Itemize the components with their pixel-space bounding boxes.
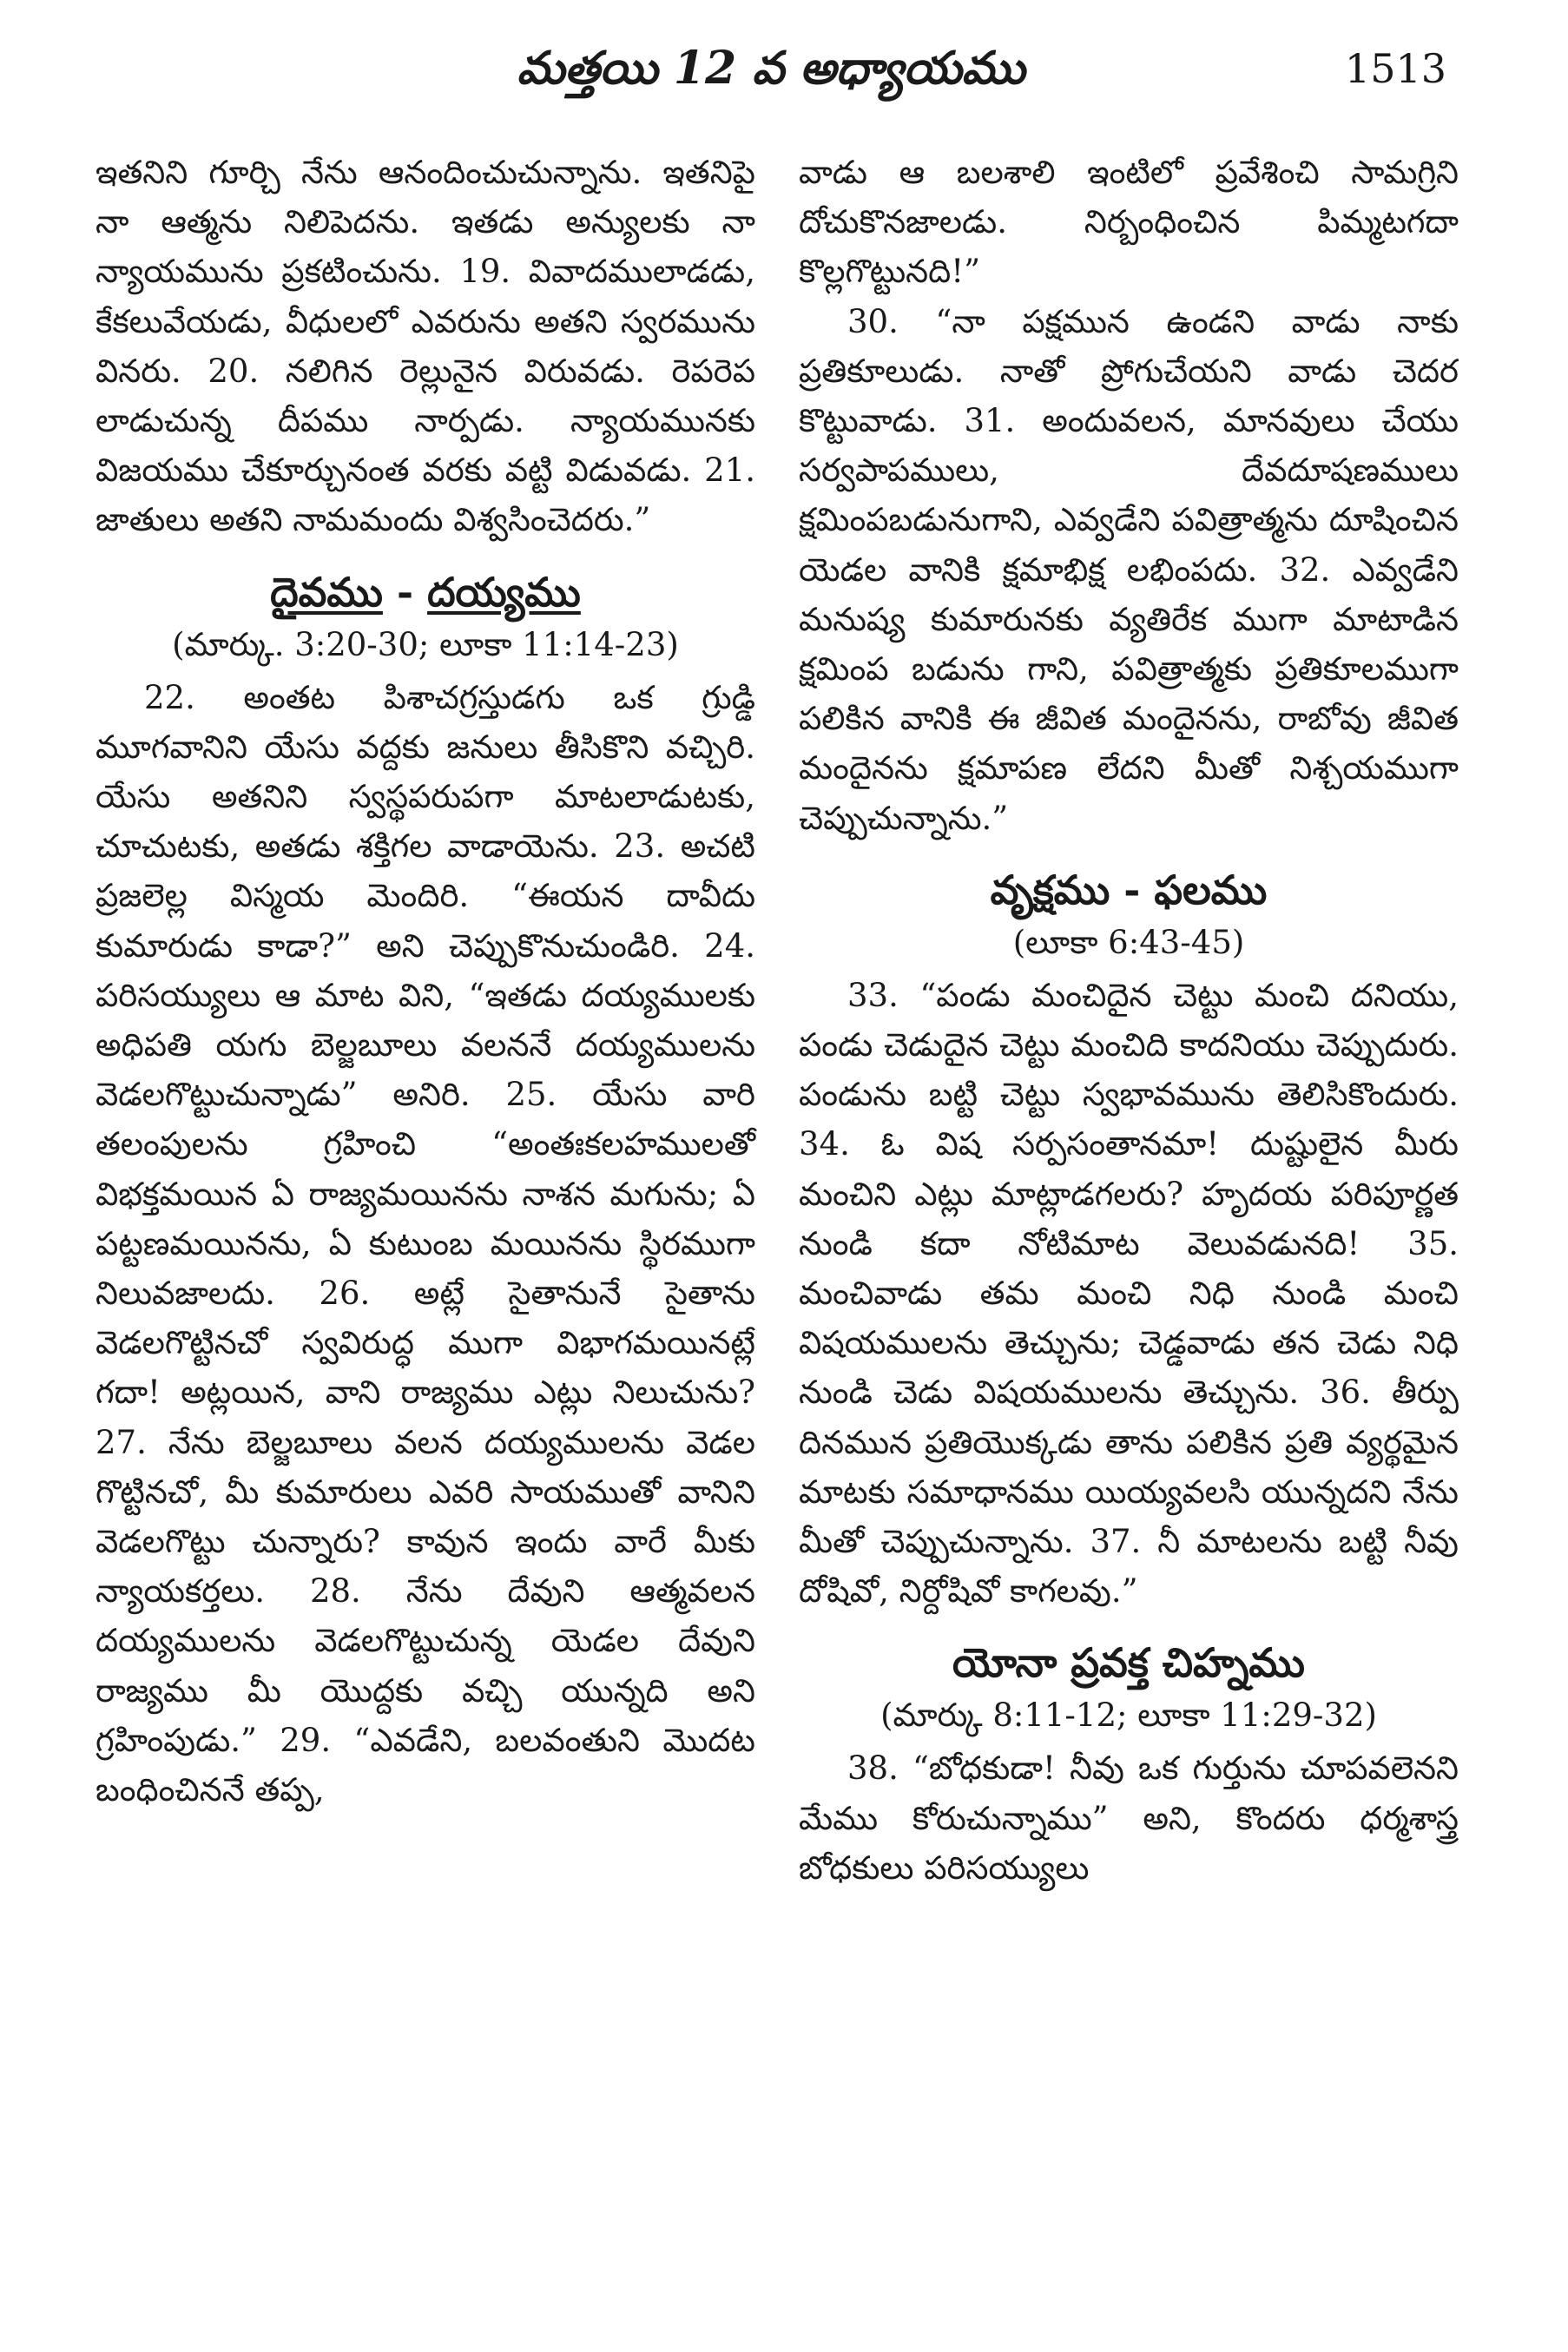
right-column: [799, 148, 1459, 1893]
paragraph-verses-30-32: 30. “నా పక్షమున ఉండని వాడు నాకు ప్రతికూలుడు. నాతో ప్రోగుచేయని వాడు చెదర కొట్టువాడు. 31. అందువలన, మానవులు చేయు సర్వపాపములు, దేవదూషణములు క్షమింపబడునుగాని, ఎవ్వడేని పవిత్రాత్మను దూషించిన యెడల వానికి క్షమాభిక్ష లభింపదు. 32. ఎవ్వడేని మనుష్య కుమారునకు వ్యతిరేక ముగా మాటాడిన క్షమింప బడును గాని, పవిత్రాత్మకు ప్రతికూలముగా పలికిన వానికి ఈ జీవిత మందైనను, రాబోవు జీవిత మందైనను క్షమాపణ లేదని మీతో నిశ్చయముగా చెప్పుచున్నాను.”: [799, 302, 1459, 837]
paragraph-verses-22-29: 22. అంతట పిశాచగ్రస్తుడగు ఒక గ్రుడ్డి మూగవానిని యేసు వద్దకు జనులు తీసికొని వచ్చిరి. యేసు అతనిని స్వస్థపరుపగా మాటలాడుటకు, చూచుటకు, అతడు శక్తిగల వాడాయెను. 23. అచటి ప్రజలెల్ల విస్మయ మెందిరి. “ఈయన దావీదు కుమారుడు కాడా?” అని చెప్పుకొనుచుండిరి. 24. పరిసయ్యులు ఆ మాట విని, “ఇతడు దయ్యములకు అధిపతి యగు బెల్జబూలు వలననే దయ్యములను వెడలగొట్టుచున్నాడు” అనిరి. 25. యేసు వారి తలంపులను గ్రహించి “అంతఃకలహములతో విభక్తమయిన ఏ రాజ్యమయినను నాశన మగును; ఏ పట్టణమయినను, ఏ కుటుంబ మయినను స్థిరముగా నిలువజాలదు. 26. అట్లే సైతానునే సైతాను వెడలగొట్టినచో స్వవిరుద్ధ ముగా విభాగమయినట్లే గదా! అట్లయిన, వాని రాజ్యము ఎట్లు నిలుచును? 27. నేను బెల్జబూలు వలన దయ్యములను వెడల గొట్టినచో, మీ కుమారులు ఎవరి సాయముతో వానిని వెడలగొట్టు చున్నారు? కావున ఇందు వారే మీకు న్యాయకర్తలు. 28. నేను దేవుని ఆత్మవలన దయ్యములను వెడలగొట్టుచున్న యెడల దేవుని రాజ్యము మీ యొద్దకు వచ్చి యున్నది అని గ్రహింపుడు.” 29. “ఎవడేని, బలవంతుని మొదట బంధించిననే తప్ప,: [96, 678, 755, 1809]
section-heading-sign-of-jonah: యోనా ప్రవక్త చిహ్నము: [952, 1639, 1305, 1687]
paragraph-verses-18-21: ఇతనిని గూర్చి నేను ఆనందించుచున్నాను. ఇతనిపై నా ఆత్మను నిలిపెదను. ఇతడు అన్యులకు నా న్యాయమును ప్రకటించును. 19. వివాదములాడడు, కేకలువేయడు, వీధులలో ఎవరును అతని స్వరమును వినరు. 20. నలిగిన రెల్లునైన విరువడు. రెపరెప లాడుచున్న దీపము నార్పడు. న్యాయమునకు విజయము చేకూర్చునంత వరకు వట్టి విడువడు. 21. జాతులు అతని నామమందు విశ్వసించెదరు.”: [96, 154, 755, 539]
paragraph-verses-33-37: 33. “పండు మంచిదైన చెట్టు మంచి దనియు, పండు చెడుదైన చెట్టు మంచిది కాదనియు చెప్పుదురు. పండును బట్టి చెట్టు స్వభావమును తెలిసికొందురు. 34. ఓ విష సర్పసంతానమా! దుష్టులైన మీరు మంచిని ఎట్లు మాట్లాడగలరు? హృదయ పరిపూర్ణత నుండి కదా నోటిమాట వెలువడునది! 35. మంచివాడు తమ మంచి నిధి నుండి మంచి విషయములను తెచ్చును; చెడ్డవాడు తన చెడు నిధి నుండి చెడు విషయములను తెచ్చును. 36. తీర్పు దినమున ప్రతియొక్కడు తాను పలికిన ప్రతి వ్యర్థమైన మాటకు సమాధానము యియ్యవలసి యున్నదని నేను మీతో చెప్పుచున్నాను. 37. నీ మాటలను బట్టి నీవు దోషివో, నిర్దోషివో కాగలవు.”: [799, 976, 1459, 1611]
section-heading-god-demon: [96, 564, 755, 620]
page-number: 1513: [1344, 45, 1446, 92]
section-heading-tree-fruit: వృక్షము - ఫలము: [990, 866, 1268, 913]
running-head: [96, 42, 1446, 111]
cross-reference-god-demon: (మార్కు. 3:20-30; లూకా 11:14-23): [172, 625, 679, 663]
running-title: మత్తయి 12 వ అధ్యాయము: [517, 42, 1025, 95]
section-heading-god-demon-part1: దైవము: [270, 568, 383, 616]
left-column: [96, 148, 755, 1815]
section-heading-god-demon-separator: -: [382, 568, 428, 616]
paragraph-verse-29-continued: వాడు ఆ బలశాలి ఇంటిలో ప్రవేశించి సామగ్రిని దోచుకొనజాలడు. నిర్బంధించిన పిమ్మటగదా కొల్లగొట్టునది!”: [799, 154, 1459, 291]
cross-reference-tree-fruit: (లూకా 6:43-45): [1012, 923, 1245, 961]
cross-reference-sign-of-jonah: (మార్కు 8:11-12; లూకా 11:29-32): [880, 1696, 1377, 1735]
paragraph-verse-38: 38. “బోధకుడా! నీవు ఒక గుర్తును చూపవలెనని మేము కోరుచున్నాము” అని, కొందరు ధర్మశాస్త్ర బోధకులు పరిసయ్యులు: [799, 1749, 1459, 1887]
section-heading-god-demon-part2: దయ్యము: [427, 568, 581, 616]
